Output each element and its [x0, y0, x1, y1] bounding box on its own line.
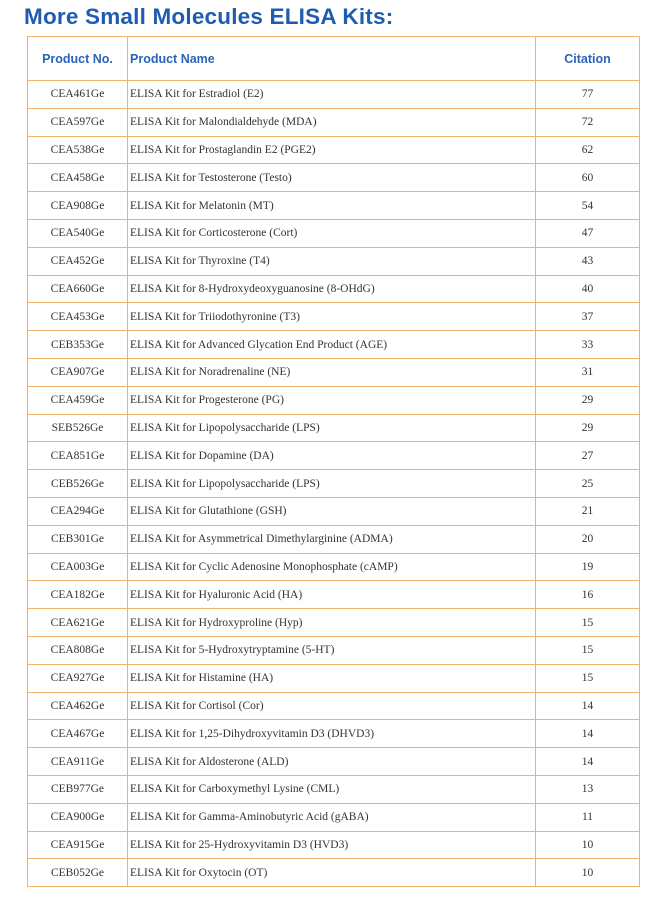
product-name-cell: ELISA Kit for Aldosterone (ALD)	[128, 748, 536, 776]
table-row	[28, 303, 640, 331]
citation-cell: 21	[536, 497, 640, 525]
table-row	[28, 497, 640, 525]
product-number-cell: CEA182Ge	[28, 581, 128, 609]
product-name-cell: ELISA Kit for Thyroxine (T4)	[128, 247, 536, 275]
product-number-cell: CEA660Ge	[28, 275, 128, 303]
product-name-cell: ELISA Kit for Triiodothyronine (T3)	[128, 303, 536, 331]
citation-cell: 27	[536, 442, 640, 470]
table-row	[28, 553, 640, 581]
citation-cell: 77	[536, 81, 640, 109]
product-name-cell: ELISA Kit for 8-Hydroxydeoxyguanosine (8-OHdG)	[128, 275, 536, 303]
product-name-cell: ELISA Kit for 1,25-Dihydroxyvitamin D3 (DHVD3)	[128, 720, 536, 748]
product-name-cell: ELISA Kit for Malondialdehyde (MDA)	[128, 108, 536, 136]
table-body	[28, 81, 640, 887]
product-name-cell: ELISA Kit for Histamine (HA)	[128, 664, 536, 692]
table-row	[28, 414, 640, 442]
table-row	[28, 831, 640, 859]
product-name-cell: ELISA Kit for Testosterone (Testo)	[128, 164, 536, 192]
table-row	[28, 803, 640, 831]
citation-cell: 19	[536, 553, 640, 581]
product-number-cell: CEA911Ge	[28, 748, 128, 776]
product-number-cell: CEA294Ge	[28, 497, 128, 525]
citation-cell: 29	[536, 386, 640, 414]
product-name-cell: ELISA Kit for Hydroxyproline (Hyp)	[128, 609, 536, 637]
product-name-cell: ELISA Kit for Asymmetrical Dimethylarginine (ADMA)	[128, 525, 536, 553]
citation-cell: 14	[536, 692, 640, 720]
product-number-cell: CEA915Ge	[28, 831, 128, 859]
citation-cell: 11	[536, 803, 640, 831]
table-row	[28, 358, 640, 386]
citation-cell: 25	[536, 470, 640, 498]
table-row	[28, 609, 640, 637]
citation-cell: 16	[536, 581, 640, 609]
table-row	[28, 470, 640, 498]
table-row	[28, 664, 640, 692]
table-row	[28, 859, 640, 887]
table-row	[28, 331, 640, 359]
product-number-cell: CEA003Ge	[28, 553, 128, 581]
product-name-cell: ELISA Kit for Melatonin (MT)	[128, 192, 536, 220]
product-name-cell: ELISA Kit for Cyclic Adenosine Monophosphate (cAMP)	[128, 553, 536, 581]
header-product-no: Product No.	[28, 37, 128, 81]
citation-cell: 20	[536, 525, 640, 553]
citation-cell: 54	[536, 192, 640, 220]
product-name-cell: ELISA Kit for Progesterone (PG)	[128, 386, 536, 414]
product-number-cell: CEA459Ge	[28, 386, 128, 414]
citation-cell: 13	[536, 775, 640, 803]
citation-cell: 10	[536, 859, 640, 887]
products-table	[27, 36, 640, 887]
citation-cell: 47	[536, 219, 640, 247]
product-name-cell: ELISA Kit for Cortisol (Cor)	[128, 692, 536, 720]
table-row	[28, 720, 640, 748]
table-row	[28, 219, 640, 247]
product-number-cell: CEA458Ge	[28, 164, 128, 192]
product-number-cell: CEA467Ge	[28, 720, 128, 748]
product-name-cell: ELISA Kit for Lipopolysaccharide (LPS)	[128, 470, 536, 498]
citation-cell: 15	[536, 609, 640, 637]
product-name-cell: ELISA Kit for Lipopolysaccharide (LPS)	[128, 414, 536, 442]
table-row	[28, 692, 640, 720]
table-row	[28, 748, 640, 776]
product-number-cell: CEB977Ge	[28, 775, 128, 803]
product-name-cell: ELISA Kit for Dopamine (DA)	[128, 442, 536, 470]
product-number-cell: CEA900Ge	[28, 803, 128, 831]
citation-cell: 62	[536, 136, 640, 164]
table-header-row	[28, 37, 640, 81]
product-number-cell: CEB301Ge	[28, 525, 128, 553]
product-name-cell: ELISA Kit for Carboxymethyl Lysine (CML)	[128, 775, 536, 803]
product-name-cell: ELISA Kit for Oxytocin (OT)	[128, 859, 536, 887]
product-number-cell: CEA621Ge	[28, 609, 128, 637]
table-row	[28, 636, 640, 664]
product-number-cell: CEB526Ge	[28, 470, 128, 498]
table-row	[28, 81, 640, 109]
product-name-cell: ELISA Kit for Advanced Glycation End Product (AGE)	[128, 331, 536, 359]
table-row	[28, 775, 640, 803]
product-number-cell: CEA851Ge	[28, 442, 128, 470]
citation-cell: 14	[536, 720, 640, 748]
citation-cell: 37	[536, 303, 640, 331]
product-name-cell: ELISA Kit for Gamma-Aminobutyric Acid (gABA)	[128, 803, 536, 831]
product-number-cell: CEA461Ge	[28, 81, 128, 109]
product-name-cell: ELISA Kit for Corticosterone (Cort)	[128, 219, 536, 247]
product-number-cell: CEA538Ge	[28, 136, 128, 164]
citation-cell: 60	[536, 164, 640, 192]
table-row	[28, 247, 640, 275]
product-number-cell: CEB353Ge	[28, 331, 128, 359]
product-name-cell: ELISA Kit for Hyaluronic Acid (HA)	[128, 581, 536, 609]
citation-cell: 72	[536, 108, 640, 136]
product-number-cell: CEA452Ge	[28, 247, 128, 275]
product-name-cell: ELISA Kit for Estradiol (E2)	[128, 81, 536, 109]
citation-cell: 15	[536, 664, 640, 692]
product-name-cell: ELISA Kit for 5-Hydroxytryptamine (5-HT)	[128, 636, 536, 664]
table-row	[28, 275, 640, 303]
header-product-name: Product Name	[128, 37, 536, 81]
table-row	[28, 442, 640, 470]
product-name-cell: ELISA Kit for Glutathione (GSH)	[128, 497, 536, 525]
product-number-cell: CEA808Ge	[28, 636, 128, 664]
product-number-cell: CEB052Ge	[28, 859, 128, 887]
product-number-cell: SEB526Ge	[28, 414, 128, 442]
table-row	[28, 525, 640, 553]
citation-cell: 33	[536, 331, 640, 359]
citation-cell: 43	[536, 247, 640, 275]
page-title: More Small Molecules ELISA Kits:	[24, 4, 394, 29]
citation-cell: 31	[536, 358, 640, 386]
product-number-cell: CEA540Ge	[28, 219, 128, 247]
product-number-cell: CEA597Ge	[28, 108, 128, 136]
citation-cell: 14	[536, 748, 640, 776]
header-citation: Citation	[536, 37, 640, 81]
product-number-cell: CEA462Ge	[28, 692, 128, 720]
product-name-cell: ELISA Kit for Noradrenaline (NE)	[128, 358, 536, 386]
product-name-cell: ELISA Kit for Prostaglandin E2 (PGE2)	[128, 136, 536, 164]
citation-cell: 29	[536, 414, 640, 442]
table-row	[28, 192, 640, 220]
table-row	[28, 581, 640, 609]
product-number-cell: CEA453Ge	[28, 303, 128, 331]
product-number-cell: CEA927Ge	[28, 664, 128, 692]
product-name-cell: ELISA Kit for 25-Hydroxyvitamin D3 (HVD3)	[128, 831, 536, 859]
citation-cell: 40	[536, 275, 640, 303]
citation-cell: 15	[536, 636, 640, 664]
table-row	[28, 386, 640, 414]
product-number-cell: CEA907Ge	[28, 358, 128, 386]
product-number-cell: CEA908Ge	[28, 192, 128, 220]
table-row	[28, 136, 640, 164]
table-row	[28, 164, 640, 192]
table-row	[28, 108, 640, 136]
citation-cell: 10	[536, 831, 640, 859]
